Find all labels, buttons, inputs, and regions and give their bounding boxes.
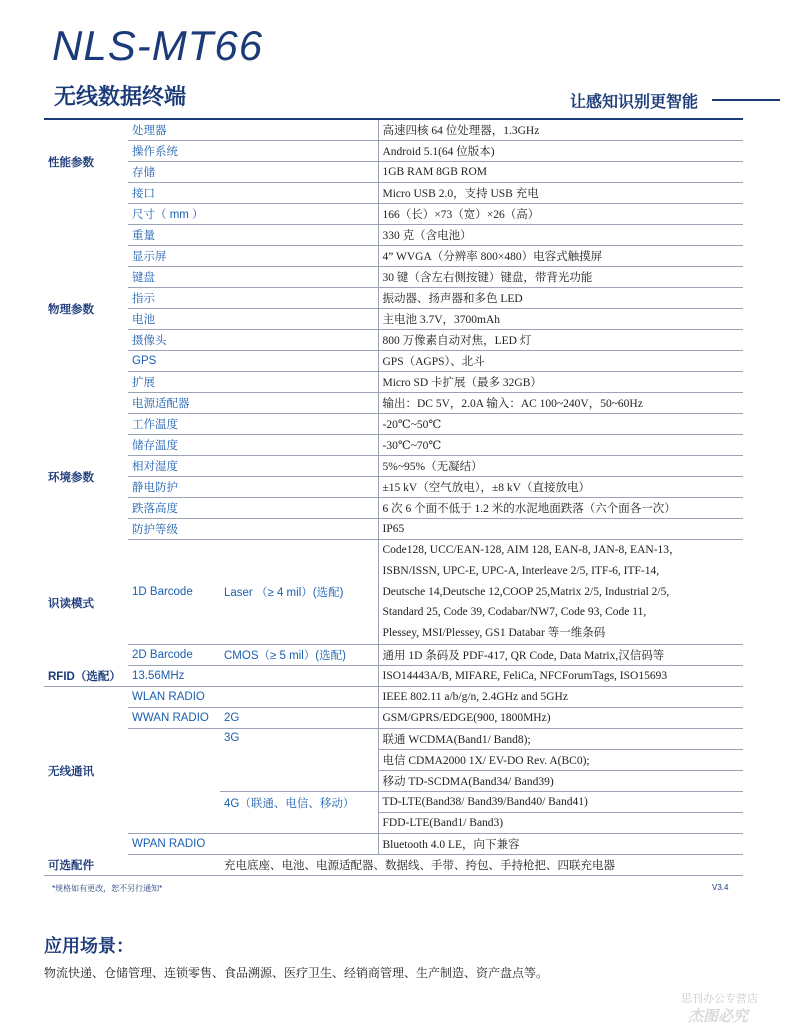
value-4g-fddlte: FDD-LTE(Band1/ Band3) <box>378 813 743 834</box>
label-battery: 电池 <box>128 309 378 330</box>
label-adapter: 电源适配器 <box>128 393 378 414</box>
symbology-line: Deutsche 14,Deutsche 12,COOP 25,Matrix 2/5, Industrial 2/5, <box>382 585 670 598</box>
value-wpan: Bluetooth 4.0 LE，向下兼容 <box>378 834 743 855</box>
value-ip: IP65 <box>378 519 743 540</box>
label-2g: 2G <box>220 708 378 729</box>
label-2d-barcode: 2D Barcode <box>128 645 220 666</box>
category-rfid: RFID（选配） <box>44 666 128 687</box>
version-label: V3.4 <box>712 883 729 892</box>
spec-row <box>44 393 743 414</box>
spec-row <box>44 477 743 498</box>
label-esd: 静电防护 <box>128 477 378 498</box>
application-text: 物流快递、仓储管理、连锁零售、食品溯源、医疗卫生、经销商管理、生产制造、资产盘点等。 <box>44 966 549 980</box>
footnote: *规格如有更改，恕不另行通知* <box>52 884 163 893</box>
value-2g: GSM/GPRS/EDGE(900, 1800MHz) <box>378 708 743 729</box>
value-processor: 高速四核 64 位处理器，1.3GHz <box>378 119 743 141</box>
spec-row <box>44 309 743 330</box>
label-keyboard: 键盘 <box>128 267 378 288</box>
label-1d-barcode: 1D Barcode <box>128 540 220 645</box>
label-3g: 3G <box>220 729 378 792</box>
spec-row <box>44 183 743 204</box>
value-expansion: Micro SD 卡扩展（最多 32GB） <box>378 372 743 393</box>
value-humidity: 5%~95%（无凝结） <box>378 456 743 477</box>
spec-row <box>44 855 743 876</box>
spec-row <box>44 414 743 435</box>
spec-row <box>44 456 743 477</box>
value-os: Android 5.1(64 位版本) <box>378 141 743 162</box>
label-display: 显示屏 <box>128 246 378 267</box>
value-keyboard: 30 键（含左右侧按键）键盘，带背光功能 <box>378 267 743 288</box>
value-indicator: 振动器、扬声器和多色 LED <box>378 288 743 309</box>
value-accessories: 充电底座、电池、电源适配器、数据线、手带、挎包、手持枪把、四联充电器 <box>128 855 743 876</box>
label-humidity: 相对湿度 <box>128 456 378 477</box>
slogan: 让感知识别更智能 <box>570 94 699 111</box>
value-display: 4” WVGA（分辨率 800×480）电容式触摸屏 <box>378 246 743 267</box>
label-expansion: 扩展 <box>128 372 378 393</box>
spec-row <box>44 204 743 225</box>
symbology-line: Code128, UCC/EAN-128, AIM 128, EAN-8, JAN-8, EAN-13， <box>382 544 681 557</box>
value-adapter: 输出：DC 5V，2.0A 输入：AC 100~240V，50~60Hz <box>378 393 743 414</box>
category-accessories: 可选配件 <box>44 855 128 876</box>
label-laser: Laser （≥ 4 mil）(选配) <box>220 540 378 645</box>
application-title: 应用场景： <box>44 936 134 956</box>
spec-row <box>44 834 743 855</box>
label-storage: 存储 <box>128 162 378 183</box>
value-storage-temp: -30℃~70℃ <box>378 435 743 456</box>
label-os: 操作系统 <box>128 141 378 162</box>
value-storage: 1GB RAM 8GB ROM <box>378 162 743 183</box>
symbology-line: Standard 25, Code 39, Codabar/NW7, Code 93, Code 11, <box>382 606 647 619</box>
spec-row <box>44 372 743 393</box>
label-wwan: WWAN RADIO <box>128 708 220 729</box>
category-wireless: 无线通讯 <box>48 765 94 778</box>
spec-row <box>44 225 743 246</box>
label-op-temp: 工作温度 <box>128 414 378 435</box>
spec-row <box>44 351 743 372</box>
label-camera: 摄像头 <box>128 330 378 351</box>
spec-row <box>44 708 743 729</box>
spec-row <box>44 645 743 666</box>
value-rfid-standards: ISO14443A/B, MIFARE, FeliCa, NFCForumTags, ISO15693 <box>378 666 743 687</box>
wwan-spacer <box>128 729 220 834</box>
label-cmos: CMOS（≥ 5 mil）(选配) <box>220 645 378 666</box>
watermark-copyright: 杰图必究 <box>688 1008 749 1025</box>
value-interface: Micro USB 2.0，支持 USB 充电 <box>378 183 743 204</box>
slogan-rule <box>712 99 780 101</box>
label-4g: 4G（联通、电信、移动） <box>220 792 378 834</box>
value-wlan: IEEE 802.11 a/b/g/n, 2.4GHz and 5GHz <box>378 687 743 708</box>
label-processor: 处理器 <box>128 119 378 141</box>
spec-row <box>44 246 743 267</box>
spec-row <box>44 729 743 750</box>
spec-row <box>44 267 743 288</box>
spec-row <box>44 330 743 351</box>
spec-row <box>44 162 743 183</box>
category-physical: 物理参数 <box>48 303 94 316</box>
value-weight: 330 克（含电池） <box>378 225 743 246</box>
spec-row <box>44 519 743 540</box>
spec-row <box>44 435 743 456</box>
category-performance: 性能参数 <box>44 119 128 204</box>
spec-row <box>44 666 743 687</box>
spec-table <box>44 118 743 876</box>
category-environment: 环境参数 <box>48 471 94 484</box>
symbology-line: Plessey, MSI/Plessey, GS1 Databar 等一维条码 <box>382 627 606 640</box>
label-rfid-freq: 13.56MHz <box>128 666 378 687</box>
value-size: 166（长）×73（宽）×26（高） <box>378 204 743 225</box>
spec-row <box>44 288 743 309</box>
value-3g-mobile: 移动 TD-SCDMA(Band34/ Band39) <box>378 771 743 792</box>
category-scan: 识读模式 <box>48 597 94 610</box>
value-3g-unicom: 联通 WCDMA(Band1/ Band8); <box>378 729 743 750</box>
label-drop: 跌落高度 <box>128 498 378 519</box>
value-3g-telecom: 电信 CDMA2000 1X/ EV-DO Rev. A(BC0); <box>378 750 743 771</box>
value-drop: 6 次 6 个面不低于 1.2 米的水泥地面跌落（六个面各一次） <box>378 498 743 519</box>
label-interface: 接口 <box>128 183 378 204</box>
label-size: 尺寸（ mm ） <box>128 204 378 225</box>
label-weight: 重量 <box>128 225 378 246</box>
spec-row <box>44 141 743 162</box>
value-op-temp: -20℃~50℃ <box>378 414 743 435</box>
label-gps: GPS <box>128 351 378 372</box>
value-4g-tdlte: TD-LTE(Band38/ Band39/Band40/ Band41) <box>378 792 743 813</box>
value-1d-symbologies <box>378 540 743 645</box>
value-camera: 800 万像素自动对焦，LED 灯 <box>378 330 743 351</box>
value-2d-symbologies: 通用 1D 条码及 PDF-417, QR Code, Data Matrix,汉信码等 <box>378 645 743 666</box>
spec-row <box>44 687 743 708</box>
value-esd: ±15 kV（空气放电），±8 kV（直接放电） <box>378 477 743 498</box>
product-subtitle: 无线数据终端 <box>54 84 187 109</box>
label-wlan: WLAN RADIO <box>128 687 378 708</box>
label-storage-temp: 储存温度 <box>128 435 378 456</box>
label-wpan: WPAN RADIO <box>128 834 378 855</box>
spec-row <box>44 540 743 645</box>
watermark-shop: 思刊办公专营店 <box>681 993 758 1005</box>
label-ip: 防护等级 <box>128 519 378 540</box>
symbology-line: ISBN/ISSN, UPC-E, UPC-A, Interleave 2/5, ITF-6, ITF-14, <box>382 564 660 577</box>
spec-row <box>44 119 743 141</box>
value-gps: GPS（AGPS）、北斗 <box>378 351 743 372</box>
value-battery: 主电池 3.7V，3700mAh <box>378 309 743 330</box>
spec-row <box>44 498 743 519</box>
label-indicator: 指示 <box>128 288 378 309</box>
model-name: NLS-MT66 <box>52 22 264 69</box>
